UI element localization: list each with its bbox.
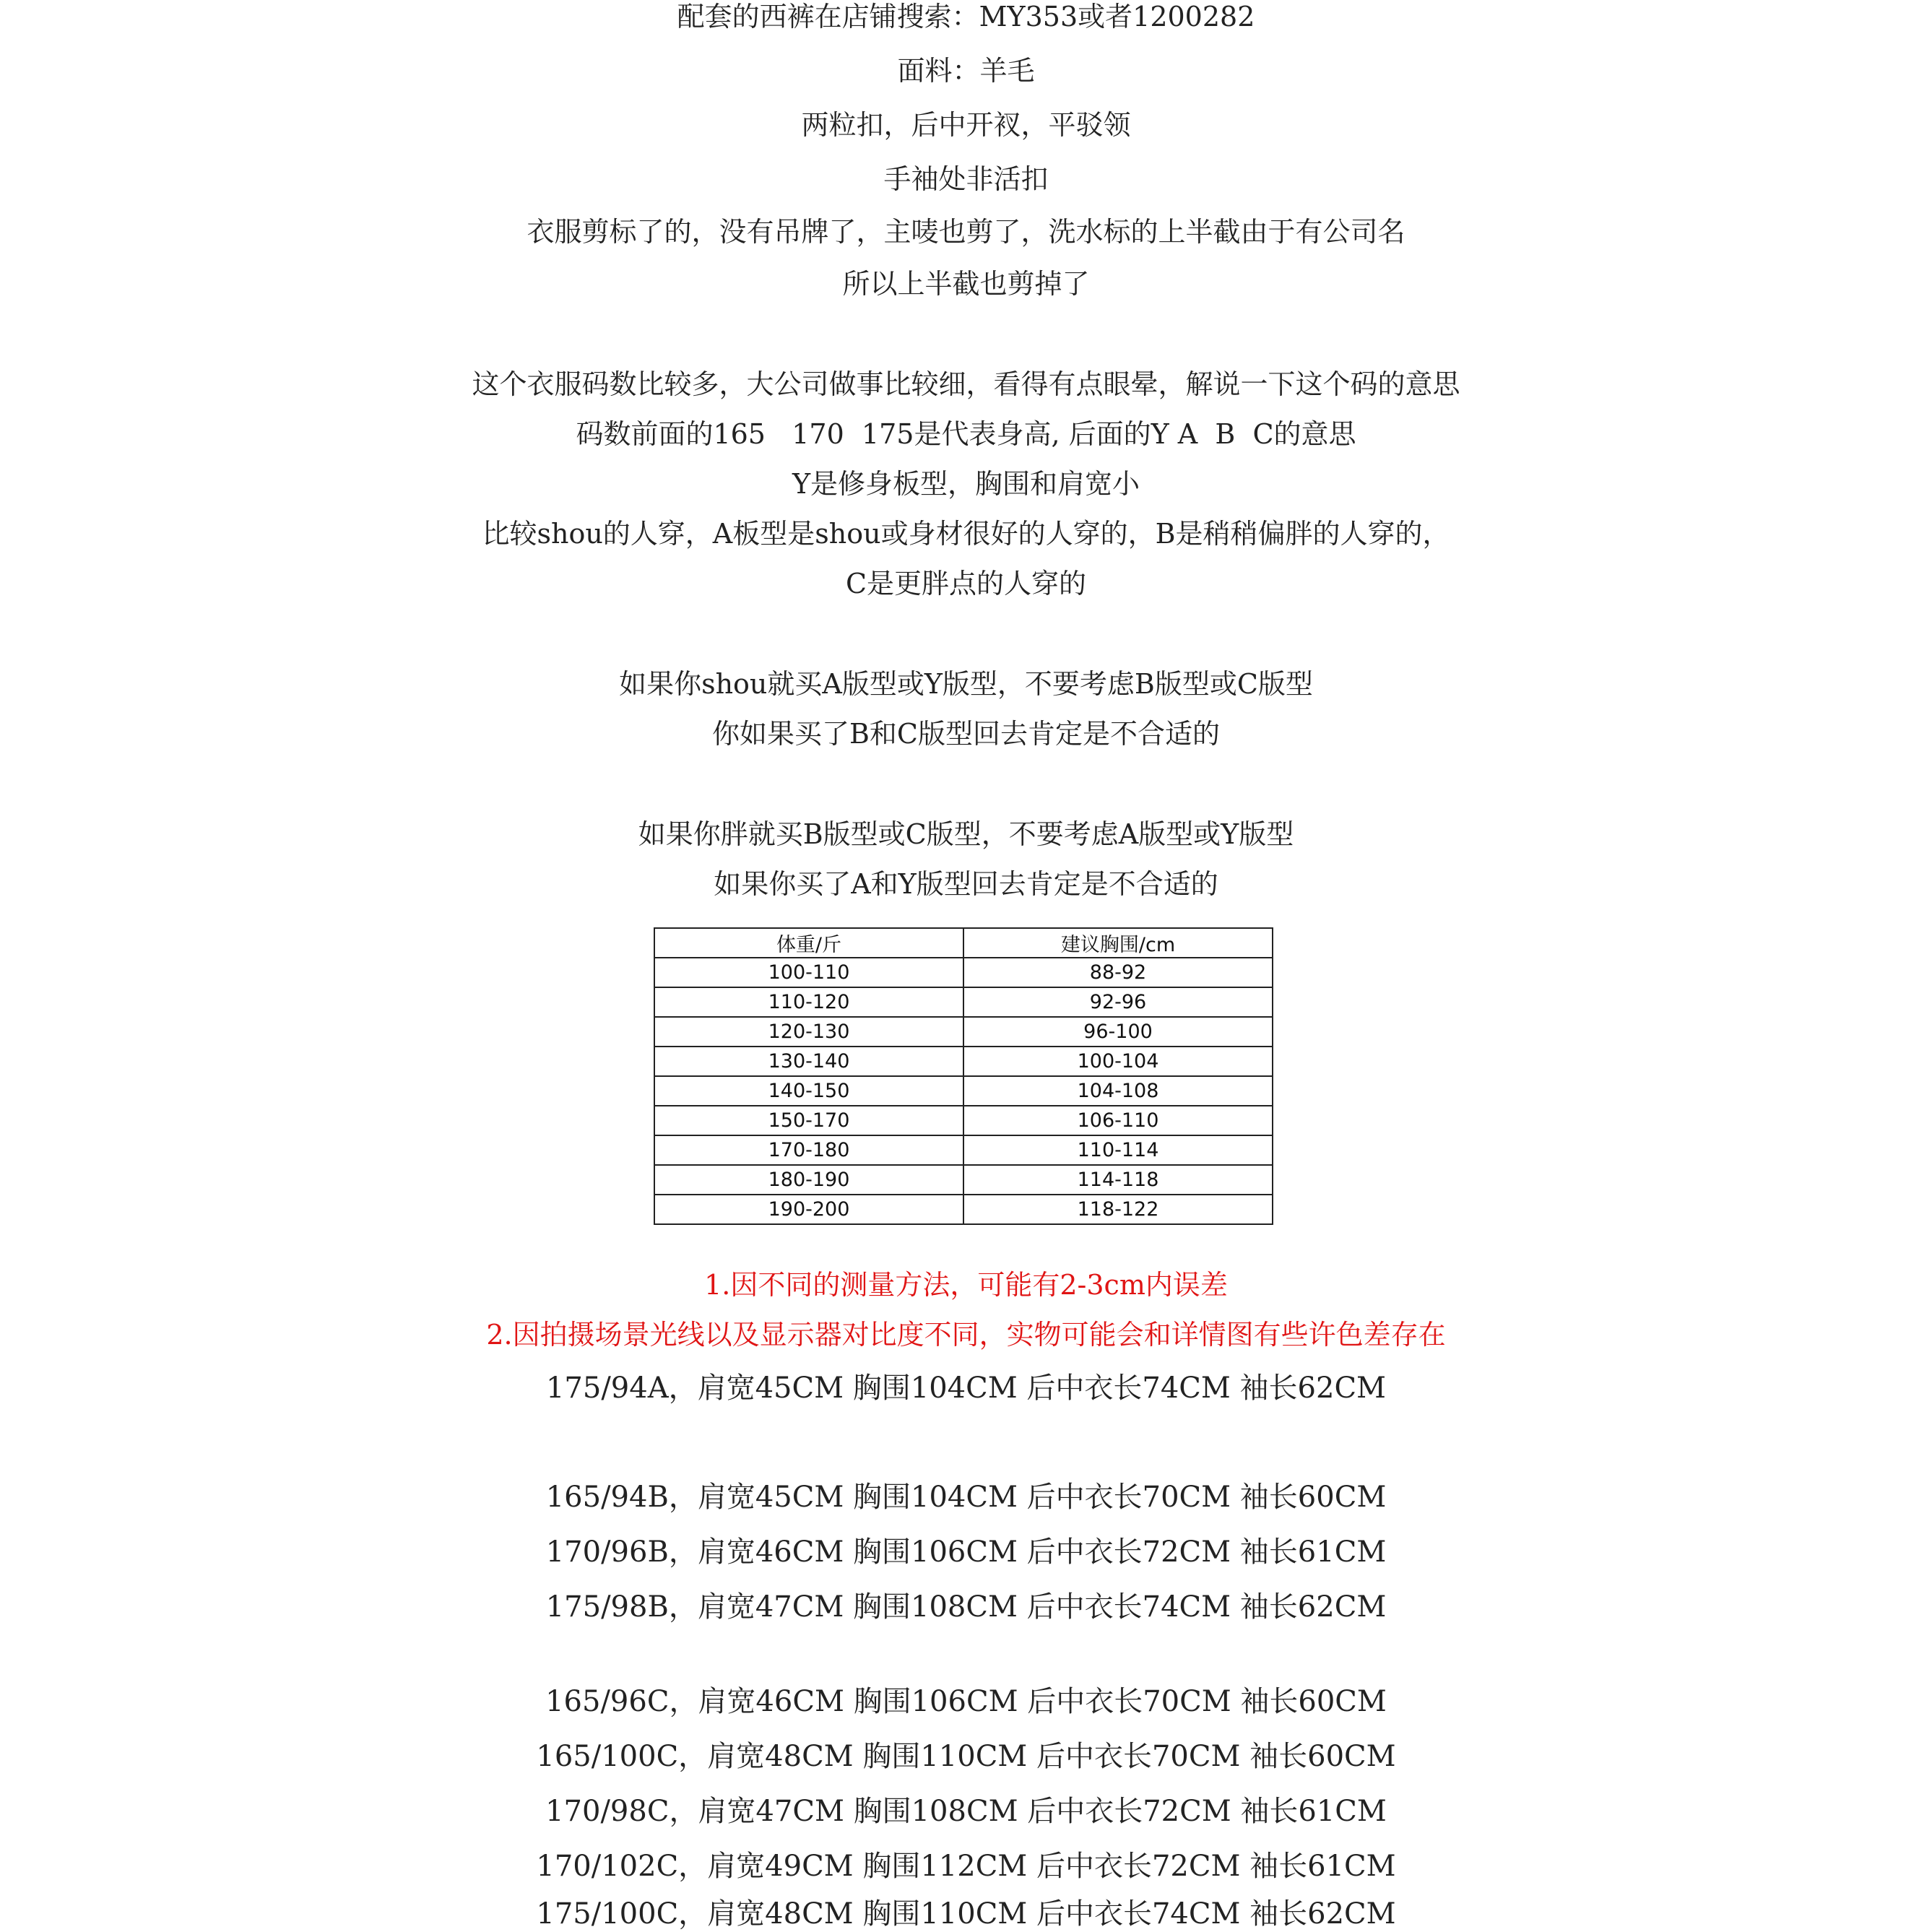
table-header-row bbox=[654, 928, 1273, 958]
spec-line: 175/98B，肩宽47CM 胸围108CM 后中衣长74CM 袖长62CM bbox=[545, 1590, 1387, 1624]
table-cell-weight: 110-120 bbox=[654, 987, 963, 1017]
table-cell-chest: 96-100 bbox=[963, 1017, 1273, 1047]
table-header-weight: 体重/斤 bbox=[654, 928, 963, 958]
fat-advice-line-1: 如果你胖就买B版型或C版型，不要考虑A版型或Y版型 bbox=[638, 818, 1294, 850]
intro-line-5: 衣服剪标了的，没有吊牌了，主唛也剪了，洗水标的上半截由于有公司名 bbox=[527, 216, 1405, 248]
explain-line-5: C是更胖点的人穿的 bbox=[845, 568, 1087, 599]
table-row bbox=[654, 1047, 1273, 1076]
note-measurement-error: 1.因不同的测量方法，可能有2-3cm内误差 bbox=[704, 1269, 1228, 1301]
explain-line-2: 码数前面的165 170 175是代表身高, 后面的Y A B C的意思 bbox=[576, 418, 1356, 450]
explain-line-4: 比较shou的人穿，A板型是shou或身材很好的人穿的，B是稍稍偏胖的人穿的， bbox=[482, 518, 1450, 550]
explain-line-1: 这个衣服码数比较多，大公司做事比较细，看得有点眼晕，解说一下这个码的意思 bbox=[472, 368, 1460, 400]
intro-line-4: 手袖处非活扣 bbox=[883, 163, 1049, 195]
table-row bbox=[654, 958, 1273, 987]
thin-advice-line-2: 你如果买了B和C版型回去肯定是不合适的 bbox=[711, 718, 1220, 750]
table-cell-chest: 114-118 bbox=[963, 1165, 1273, 1195]
spec-line: 170/96B，肩宽46CM 胸围106CM 后中衣长72CM 袖长61CM bbox=[545, 1535, 1387, 1569]
intro-line-2: 面料：羊毛 bbox=[897, 55, 1035, 87]
table-cell-weight: 130-140 bbox=[654, 1047, 963, 1076]
table-cell-chest: 106-110 bbox=[963, 1106, 1273, 1135]
thin-advice-line-1: 如果你shou就买A版型或Y版型，不要考虑B版型或C版型 bbox=[619, 668, 1313, 700]
table-cell-chest: 92-96 bbox=[963, 987, 1273, 1017]
table-row bbox=[654, 987, 1273, 1017]
spec-line: 165/96C，肩宽46CM 胸围106CM 后中衣长70CM 袖长60CM bbox=[545, 1685, 1387, 1718]
table-cell-weight: 150-170 bbox=[654, 1106, 963, 1135]
table-row bbox=[654, 1135, 1273, 1165]
spec-line: 165/100C，肩宽48CM 胸围110CM 后中衣长70CM 袖长60CM bbox=[536, 1740, 1396, 1773]
table-row bbox=[654, 1195, 1273, 1224]
table-cell-weight: 120-130 bbox=[654, 1017, 963, 1047]
explain-line-3: Y是修身板型，胸围和肩宽小 bbox=[792, 468, 1140, 500]
table-cell-weight: 180-190 bbox=[654, 1165, 963, 1195]
intro-line-3: 两粒扣，后中开衩，平驳领 bbox=[801, 109, 1131, 141]
table-cell-weight: 100-110 bbox=[654, 958, 963, 987]
table-cell-weight: 140-150 bbox=[654, 1076, 963, 1106]
table-cell-chest: 110-114 bbox=[963, 1135, 1273, 1165]
table-row bbox=[654, 1106, 1273, 1135]
spec-line: 165/94B，肩宽45CM 胸围104CM 后中衣长70CM 袖长60CM bbox=[545, 1481, 1387, 1514]
table-header-chest: 建议胸围/cm bbox=[963, 928, 1273, 958]
intro-line-6: 所以上半截也剪掉了 bbox=[842, 268, 1090, 300]
spec-line: 175/100C，肩宽48CM 胸围110CM 后中衣长74CM 袖长62CM bbox=[536, 1897, 1396, 1931]
spec-line: 170/102C，肩宽49CM 胸围112CM 后中衣长72CM 袖长61CM bbox=[536, 1850, 1396, 1883]
intro-line-1: 配套的西裤在店铺搜索：MY353或者1200282 bbox=[677, 1, 1255, 33]
note-color-difference: 2.因拍摄场景光线以及显示器对比度不同，实物可能会和详情图有些许色差存在 bbox=[486, 1319, 1446, 1351]
table-cell-weight: 190-200 bbox=[654, 1195, 963, 1224]
table-cell-chest: 100-104 bbox=[963, 1047, 1273, 1076]
table-row bbox=[654, 1165, 1273, 1195]
fat-advice-line-2: 如果你买了A和Y版型回去肯定是不合适的 bbox=[714, 868, 1218, 900]
table-row bbox=[654, 1076, 1273, 1106]
table-row bbox=[654, 1017, 1273, 1047]
table-cell-chest: 118-122 bbox=[963, 1195, 1273, 1224]
spec-line: 175/94A，肩宽45CM 胸围104CM 后中衣长74CM 袖长62CM bbox=[545, 1372, 1387, 1405]
table-cell-chest: 104-108 bbox=[963, 1076, 1273, 1106]
spec-line: 170/98C，肩宽47CM 胸围108CM 后中衣长72CM 袖长61CM bbox=[545, 1795, 1387, 1828]
table-cell-weight: 170-180 bbox=[654, 1135, 963, 1165]
table-cell-chest: 88-92 bbox=[963, 958, 1273, 987]
size-table bbox=[654, 927, 1273, 1225]
